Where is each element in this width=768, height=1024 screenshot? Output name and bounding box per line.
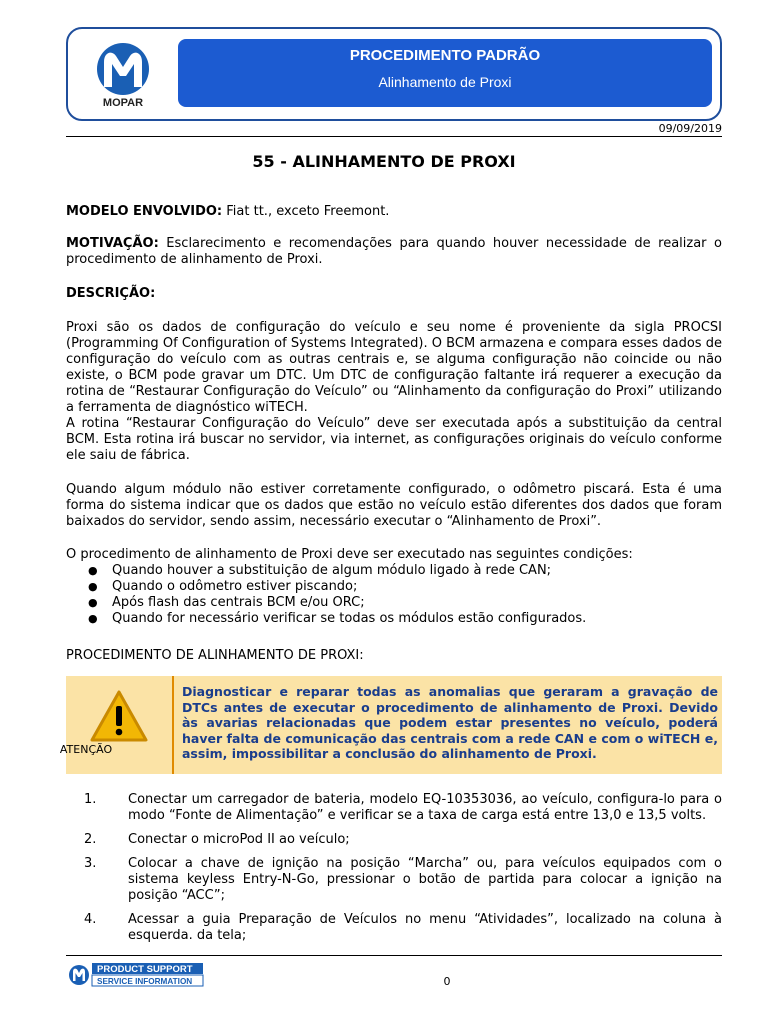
paragraph-3 <box>66 482 722 530</box>
paragraph-text: Quando algum módulo não estiver corretamente configurado, o odômetro piscará. Esta é uma forma do sistema indicar que os dados que estão no veículo estão diferentes dos dados que foram baixados do servidor, sendo assim, necessário executar o “Alinhamento de Proxi”. <box>66 482 722 529</box>
paragraph-text: Proxi são os dados de configuração do veículo e seu nome é proveniente da sigla PROCSI (Programming Of Configuration of Systems Integrated). O BCM armazena e compara esses dados de configuração do veículo com as outras centrais e, se alguma configuração não coincide ou não existe, o BCM pode gravar um DTC. Um DTC de configuração faltante irá requerer a execução da rotina de “Restaurar Configuração do Veículo” ou “Alinhamento da configuração do Proxi” utilizando a ferramenta de diagnóstico wiTECH. <box>66 320 722 415</box>
list-item: ● Quando for necessário verificar se todas os módulos estão configurados. <box>66 611 722 627</box>
footer-divider <box>66 955 722 956</box>
descricao-label: DESCRIÇÃO: <box>66 286 156 301</box>
warning-label: ATENÇÃO <box>59 743 113 756</box>
paragraph-2 <box>66 416 722 464</box>
paragraph-4 <box>66 547 722 627</box>
procedure-heading: PROCEDIMENTO DE ALINHAMENTO DE PROXI: <box>66 648 364 663</box>
header-title: PROCEDIMENTO PADRÃO <box>349 47 541 64</box>
step-text: Conectar o microPod II ao veículo; <box>128 832 350 847</box>
svg-text:MOPAR: MOPAR <box>102 97 144 109</box>
list-item: ● Quando o odômetro estiver piscando; <box>66 579 722 595</box>
paragraph-text: A rotina “Restaurar Configuração do Veículo” deve ser executada após a substituição da central BCM. Esta rotina irá buscar no servidor, via internet, as configurações originais do veículo conforme ele saiu de fábrica. <box>66 416 722 463</box>
list-item: ● Após flash das centrais BCM e/ou ORC; <box>66 595 722 611</box>
step-text: Acessar a guia Preparação de Veículos no menu “Atividades”, localizado na coluna à esquerda. da tela; <box>128 912 722 943</box>
motivacao-text: Esclarecimento e recomendações para quando houver necessidade de realizar o procedimento de alinhamento de Proxi. <box>66 236 722 267</box>
step-text: Colocar a chave de ignição na posição “Marcha” ou, para veículos equipados com o sistema keyless Entry-N-Go, pressionar o botão de partida para colocar a ignição na posição “ACC”; <box>128 856 722 903</box>
step-number: 3. <box>84 856 97 871</box>
motivacao <box>66 236 722 268</box>
step-number: 2. <box>84 832 97 847</box>
mopar-logo <box>84 40 162 110</box>
header-divider <box>66 136 722 137</box>
header-banner <box>178 39 712 107</box>
step-text: Conectar um carregador de bateria, modelo EQ-10353036, ao veículo, configura-lo para o modo “Fonte de Alimentação” e verificar se a taxa de carga está entre 13,0 e 13,5 volts. <box>128 792 722 823</box>
list-item <box>66 912 722 944</box>
svg-text:PRODUCT SUPPORT: PRODUCT SUPPORT <box>97 964 193 975</box>
modelo-label: MODELO ENVOLVIDO: <box>66 204 223 219</box>
motivacao-label: MOTIVAÇÃO: <box>66 236 159 251</box>
page-number: 0 <box>443 975 451 988</box>
list-item <box>66 856 722 904</box>
warning-text: Diagnosticar e reparar todas as anomalias que geraram a gravação de DTCs antes de executar o procedimento de alinhamento de Proxi. Devido às avarias relacionadas que podem estar presentes no veículo, poderá haver falta de comunicação das centrais com a rede CAN e com o wiTECH e, assim, impossibilitar a conclusão do alinhamento de Proxi. <box>172 676 724 774</box>
modelo-text: Fiat tt., exceto Freemont. <box>222 204 390 219</box>
steps-list <box>66 792 722 952</box>
step-number: 1. <box>84 792 97 807</box>
step-number: 4. <box>84 912 97 927</box>
paragraph-text: O procedimento de alinhamento de Proxi deve ser executado nas seguintes condições: <box>66 547 633 562</box>
header-subtitle: Alinhamento de Proxi <box>378 74 512 90</box>
page-title: 55 - ALINHAMENTO DE PROXI <box>252 152 516 171</box>
list-item <box>66 832 722 848</box>
paragraph-1 <box>66 320 722 416</box>
document-date: 09/09/2019 <box>658 122 722 135</box>
svg-text:SERVICE INFORMATION: SERVICE INFORMATION <box>97 977 193 986</box>
list-item <box>66 792 722 824</box>
conditions-list <box>66 563 722 627</box>
list-item: ● Quando houver a substituição de algum módulo ligado à rede CAN; <box>66 563 722 579</box>
warning-icon <box>66 676 172 774</box>
modelo-envolvido <box>66 204 722 220</box>
